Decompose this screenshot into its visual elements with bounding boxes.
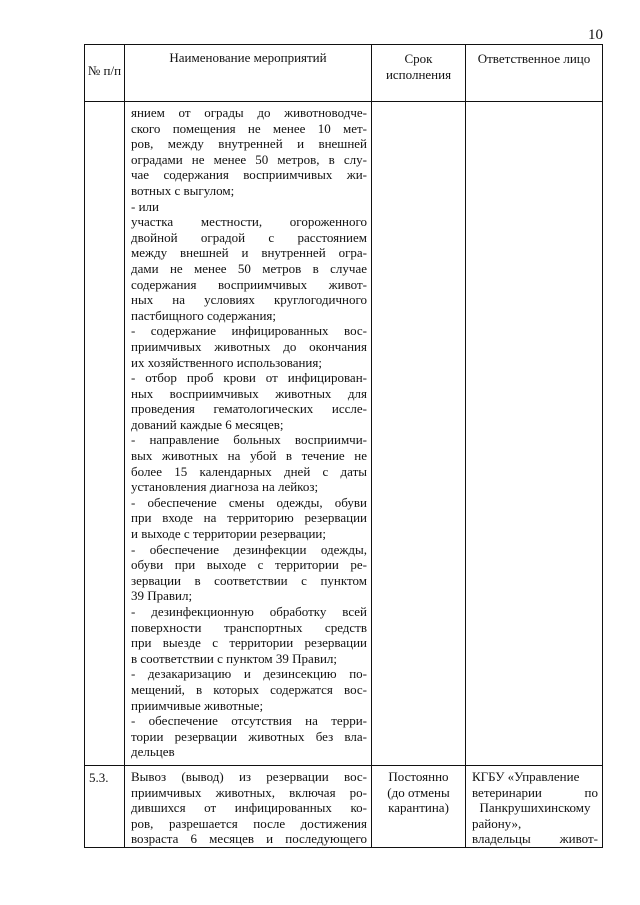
cell-measures xyxy=(125,766,372,848)
text-line: участка местности, огороженного xyxy=(131,214,367,230)
text-line: их хозяйственного использования; xyxy=(131,354,322,370)
text-line: - направление больных восприимчи- xyxy=(131,432,367,448)
text-line: тории резервации животных без вла- xyxy=(131,728,367,744)
text-line: - обеспечение дезинфекции одежды, xyxy=(131,541,367,557)
row-number: 5.3. xyxy=(89,770,109,785)
text-line: обуви при выходе с территории ре- xyxy=(131,557,367,573)
cell-responsible xyxy=(466,102,603,766)
measure-text xyxy=(125,766,371,847)
continuation-text xyxy=(125,102,371,760)
text-line: 39 Правил; xyxy=(131,588,193,604)
cell-term xyxy=(372,102,466,766)
responsible-text xyxy=(466,766,602,847)
text-line: ского помещения не менее 10 мет- xyxy=(131,120,367,136)
text-line: Вывоз (вывод) из резервации вос- xyxy=(131,769,367,784)
text-line: дований каждые 6 месяцев; xyxy=(131,416,284,432)
text-line: - дезинфекционную обработку всей xyxy=(131,604,367,619)
text-line: чае содержания восприимчивых жи- xyxy=(131,167,367,183)
table-row xyxy=(85,102,603,766)
text-line: пастбищного содержания; xyxy=(131,307,277,323)
text-line: проведения гематологических иссле- xyxy=(131,401,367,417)
text-line: установления диагноза на лейкоз; xyxy=(131,479,319,495)
text-line: приимчивых животных до окончания xyxy=(131,338,367,354)
text-line: - отбор проб крови от инфицирован- xyxy=(131,370,367,386)
text-line: в соответствии с пунктом 39 Правил; xyxy=(131,650,338,666)
text-line: содержания восприимчивых живот- xyxy=(131,276,367,292)
text-line: дельцев xyxy=(131,744,175,760)
table-header-row xyxy=(85,45,603,102)
text-line: ных восприимчивых животных для xyxy=(131,385,367,401)
measures-table xyxy=(84,44,603,848)
text-line: двойной оградой с расстоянием xyxy=(131,229,367,245)
text-line: району», xyxy=(472,815,522,831)
text-line: при выезде с территории резервации xyxy=(131,635,367,651)
text-line: возраста 6 месяцев и последующего xyxy=(131,831,367,847)
cell-term xyxy=(372,766,466,848)
cell-responsible xyxy=(466,766,603,848)
text-line: (до отмены xyxy=(387,784,450,800)
text-line: поверхности транспортных средств xyxy=(131,619,367,635)
text-line: Панкрушихинскому xyxy=(479,800,591,816)
text-line: ных на условиях круглогодичного xyxy=(131,292,367,308)
text-line: ров, между внутренней и внешней xyxy=(131,136,367,152)
text-line: Постоянно xyxy=(388,769,449,784)
text-line: приимчивые животные; xyxy=(131,697,264,713)
text-line: приимчивых животных, включая ро- xyxy=(131,784,367,800)
text-line: зервации в соответствии с пунктом xyxy=(131,572,367,588)
cell-number xyxy=(85,766,125,848)
text-line: ров, разрешается после достижения xyxy=(131,815,367,831)
cell-number xyxy=(85,102,125,766)
text-line: - дезакаризацию и дезинсекцию по- xyxy=(131,666,367,682)
text-line: оградами не менее 50 метров, в слу- xyxy=(131,151,367,167)
header-responsible: Ответственное лицо xyxy=(466,45,603,102)
text-line: карантина) xyxy=(388,800,449,816)
cell-measures xyxy=(125,102,372,766)
text-line: - обеспечение смены одежды, обуви xyxy=(131,494,367,510)
term-text xyxy=(372,766,465,816)
text-line: более 15 календарных дней с даты xyxy=(131,463,367,479)
table-row xyxy=(85,766,603,848)
text-line: дами не менее 50 метров в случае xyxy=(131,260,367,276)
text-line: между внешней и внутренней огра- xyxy=(131,245,367,261)
text-line: дившихся от инфицированных ко- xyxy=(131,800,367,816)
text-line: - или xyxy=(131,198,159,214)
text-line: - обеспечение отсутствия на терри- xyxy=(131,713,367,729)
text-line: владельцы живот- xyxy=(472,831,598,847)
text-line: мещений, в которых содержатся вос- xyxy=(131,681,367,697)
text-line: янием от ограды до животноводче- xyxy=(131,105,367,120)
text-line: при входе на территорию резервации xyxy=(131,510,367,526)
text-line: вотных с выгулом; xyxy=(131,182,235,198)
page-number: 10 xyxy=(588,27,603,43)
header-number: № п/п xyxy=(85,45,125,102)
text-line: КГБУ «Управление xyxy=(472,769,580,784)
text-line: ветеринарии по xyxy=(472,784,598,800)
text-line: и выходе с территории резервации; xyxy=(131,526,326,542)
header-name: Наименование мероприятий xyxy=(125,45,372,102)
text-line: вых животных на убой в течение не xyxy=(131,448,367,464)
header-term: Срок исполнения xyxy=(372,45,466,102)
text-line: - содержание инфицированных вос- xyxy=(131,323,367,339)
